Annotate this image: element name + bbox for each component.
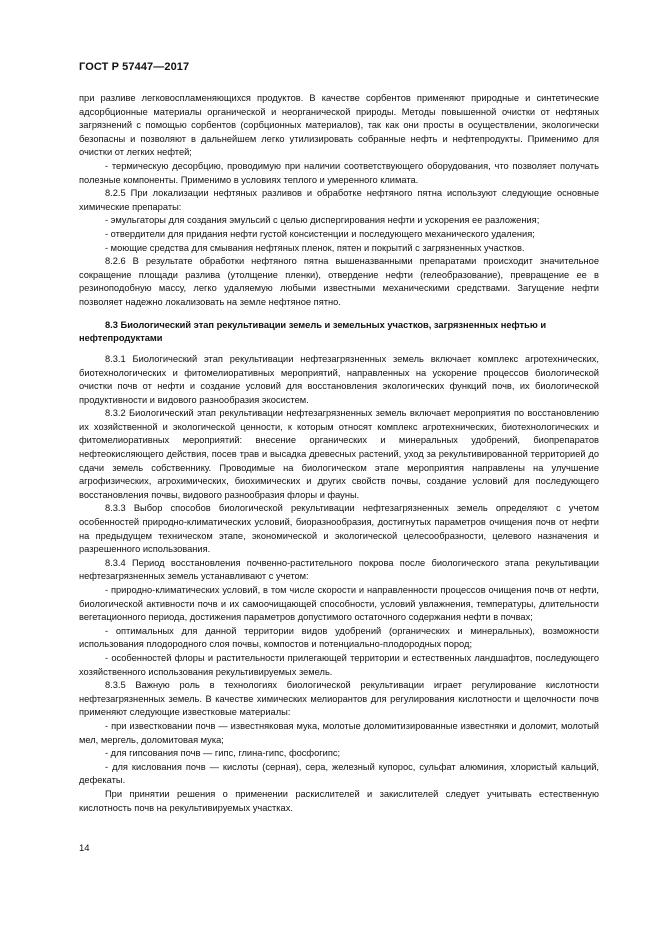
list-item-detergents: - моющие средства для смывания нефтяных пленок, пятен и покрытий с загрязненных участков.: [105, 242, 525, 253]
list-item-hardeners: - отвердители для придания нефти густой консистенции и последующего механического удаления;: [105, 228, 535, 239]
clause-8-3-3: 8.3.3 Выбор способов биологической рекультивации нефтезагрязненных земель определяют с учетом особенностей природно-климатических условий, биоразнообразия, достигнутых параметров очищения почв от нефти на предыдущем техническом этапе, экономической и экологической целесообразности, целевого назначения и разрешенного использования.: [79, 503, 599, 555]
paragraph-final-note: При принятии решения о применении раскислителей и закислителей следует учитывать естественную кислотность почв на рекультивируемых участках.: [79, 788, 599, 813]
clause-8-3-5: 8.3.5 Важную роль в технологиях биологической рекультивации играет регулирование кислотности нефтезагрязненных земель. В качестве химических мелиорантов для регулирования кислотности и щелочности почв применяют следующие известковые материалы:: [79, 680, 599, 718]
document-body: [79, 92, 599, 815]
clause-8-3-2: 8.3.2 Биологический этап рекультивации нефтезагрязненных земель включает мероприятия по восстановлению их хозяйственной и экологической ценности, к которым относят комплекс агротехнических, биотехнологических и фитомелиоративных мероприятий: внесение органических и минеральных удобрений, биопрепаратов нефтеокисляющего действия, посев трав и высадка древесных растений, уход за рекультивированной территорией до сдачи земель собственнику. Проводимые на биологическом этапе мероприятия направлены на улучшение агрофизических, агрохимических, биохимических и других свойств почвы, создание условий для последующего восстановления почвы, видового разнообразия флоры и фауны.: [79, 408, 599, 500]
list-item-emulsifiers: - эмульгаторы для создания эмульсий с целью диспергирования нефти и ускорения ее разложения;: [105, 215, 540, 226]
clause-8-3-4: 8.3.4 Период восстановления почвенно-растительного покрова после биологического этапа рекультивации нефтезагрязненных земель устанавливают с учетом:: [79, 557, 599, 582]
page-number: 14: [79, 843, 90, 854]
list-item-flora: - особенностей флоры и растительности прилегающей территории и естественных ландшафтов, последующего хозяйственного использования рекультивируемых земель.: [79, 652, 599, 677]
clause-8-2-5: 8.2.5 При локализации нефтяных разливов и обработке нефтяного пятна используют следующие основные химические препараты:: [79, 188, 599, 212]
clause-8-3-1: 8.3.1 Биологический этап рекультивации нефтезагрязненных земель включает комплекс агротехнических, биотехнологических и фитомелиоративных мероприятий, направленных на ускорение процессов биологической очистки почв от нефти и создание условий для восстановления экологических функций почв, их биологической продуктивности и видового разнообразия экосистем.: [79, 353, 599, 405]
document-code: ГОСТ Р 57447—2017: [79, 61, 190, 73]
list-item-climatic-conditions: - природно-климатических условий, в том числе скорости и направленности процессов очищения почв от нефти, биологической активности почв и их самоочищающей способности, условий увлажнения, температуры, длительности вегетационного периода, достижения параметров допустимого остаточного содержания нефти в почвах;: [79, 585, 599, 623]
list-item-fertilizers: - оптимальных для данной территории видов удобрений (органических и минеральных), возможности использования плодородного слоя почвы, компостов и потенциально-плодородных пород;: [79, 625, 599, 650]
paragraph-sorbents-continued: при разливе легковоспламеняющихся продуктов. В качестве сорбентов применяют природные и синтетические адсорбционные материалы органической и неорганической природы. Методы повышенной очистки от нефтяных загрязнений с помощью сорбентов (сорбционных материалов), так как они просты в осуществлении, экологически безопасны и позволяют в дальнейшем легко утилизировать собранные нефть и нефтепродукты. Применимо для очистки от легких нефтей;: [79, 93, 599, 158]
list-item-gypsum: - для гипсования почв — гипс, глина-гипс, фосфогипс;: [105, 748, 341, 759]
list-item-liming: - при известковании почв — известняковая мука, молотые доломитизированные известняки и доломит, молотый мел, мергель, доломитовая мука;: [79, 720, 599, 745]
list-item-thermal-desorption: - термическую десорбцию, проводимую при наличии соответствующего оборудования, что позволяет получать полезные компоненты. Применимо в условиях теплого и умеренного климата.: [79, 160, 599, 185]
list-item-acidification: - для кислования почв — кислоты (серная), сера, железный купорос, сульфат алюминия, хлористый кальций, дефекаты.: [79, 761, 599, 786]
clause-8-2-6: 8.2.6 В результате обработки нефтяного пятна вышеназванными препаратами происходит значительное сокращение площади разлива (утолщение пленки), отвердение нефти (гелеобразование), превращение ее в резиноподобную массу, легко удаляемую любыми известными механическими средствами. Загущение нефти позволяет надежно локализовать на земле нефтяное пятно.: [79, 256, 599, 307]
section-title-8-3: 8.3 Биологический этап рекультивации земель и земельных участков, загрязненных нефтью и нефтепродуктами: [79, 319, 547, 343]
